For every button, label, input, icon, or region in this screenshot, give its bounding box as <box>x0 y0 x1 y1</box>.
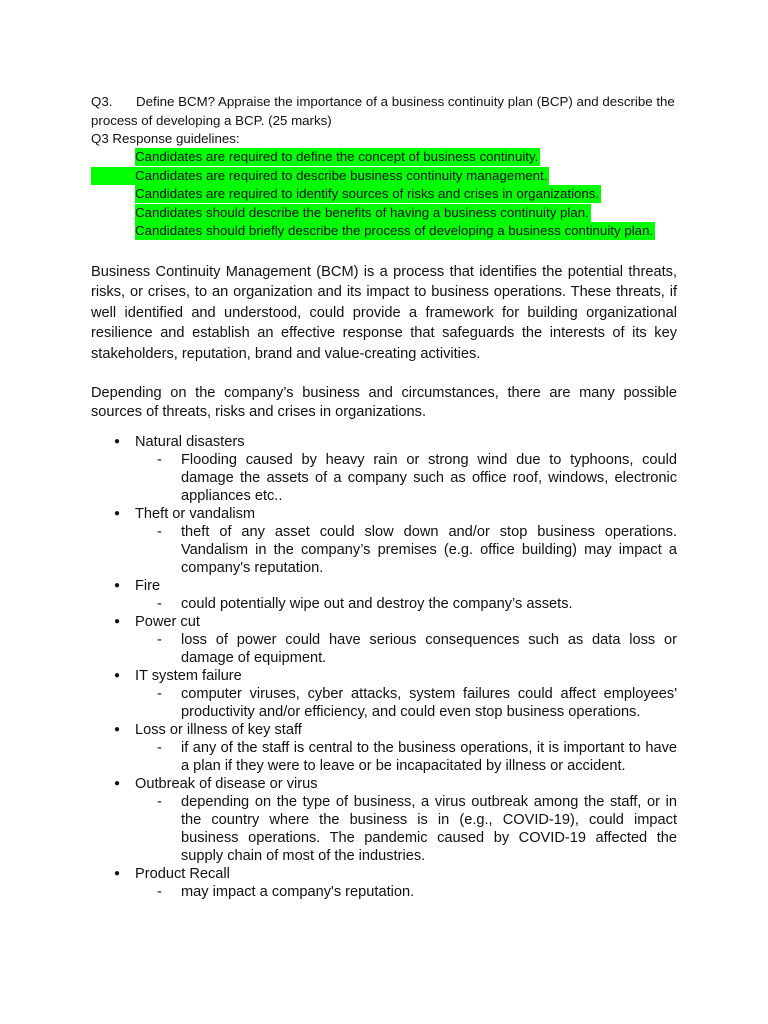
risk-title: Loss or illness of key staff <box>135 722 302 738</box>
dash-marker: - <box>157 686 162 702</box>
question-number: Q3. <box>91 94 113 109</box>
risk-description: loss of power could have serious consequences such as data loss or damage of equipment. <box>181 632 677 666</box>
question-heading <box>91 92 681 130</box>
risk-title: Theft or vandalism <box>135 506 256 522</box>
dash-marker: - <box>157 452 162 468</box>
bullet-icon: ● <box>114 724 121 735</box>
risk-item <box>0 433 768 505</box>
risk-description: Flooding caused by heavy rain or strong wind due to typhoons, could damage the assets of a company such as office roof, windows, electronic appliances etc.. <box>181 452 677 504</box>
bullet-icon: ● <box>114 670 121 681</box>
bullet-icon: ● <box>114 508 121 519</box>
bullet-icon: ● <box>114 778 121 789</box>
risk-title: Fire <box>135 578 161 594</box>
risk-item <box>0 577 768 613</box>
risk-item <box>0 721 768 775</box>
bcm-definition-paragraph: Business Continuity Management (BCM) is a process that identifies the potential threats, risks, or crises, to an organization and its impact to business operations. These threats, if well identified and understood, could provide a framework for building organizational resilience and establish an effective response that safeguards the interests of its key stakeholders, reputation, brand and value-creating activities. <box>91 264 677 362</box>
risk-item <box>0 667 768 721</box>
guideline-item <box>0 185 768 204</box>
guideline-text: Candidates are required to identify sources of risks and crises in organizations. <box>135 186 600 201</box>
risk-item <box>0 613 768 667</box>
dash-marker: - <box>157 794 162 810</box>
risk-description: depending on the type of business, a virus outbreak among the staff, or in the country where the business is in (e.g., COVID-19), could impact business operations. The pandemic caused by COVID-19 affected the supply chain of most of the industries. <box>181 794 677 864</box>
dash-marker: - <box>157 884 162 900</box>
bullet-icon: ● <box>114 436 121 447</box>
bullet-icon: ● <box>114 580 121 591</box>
bullet-icon: ● <box>114 868 121 879</box>
risk-title: Outbreak of disease or virus <box>135 776 318 792</box>
risk-item <box>0 505 768 577</box>
guideline-item <box>0 204 768 223</box>
risk-title: Natural disasters <box>135 434 245 450</box>
guideline-item <box>0 167 768 186</box>
risk-description: theft of any asset could slow down and/or stop business operations. Vandalism in the company’s premises (e.g. office building) may impact a company's reputation. <box>181 524 677 576</box>
dash-marker: - <box>157 740 162 756</box>
guideline-text: Candidates are required to describe business continuity management. <box>91 167 549 185</box>
guidelines-label: Q3 Response guidelines: <box>91 131 240 146</box>
risk-description: may impact a company's reputation. <box>181 884 415 900</box>
guideline-text: Candidates should briefly describe the process of developing a business continuity plan. <box>135 223 654 238</box>
risk-item <box>0 775 768 865</box>
dash-marker: - <box>157 596 162 612</box>
risk-title: IT system failure <box>135 668 242 684</box>
guidelines-list <box>0 148 768 241</box>
risk-description: could potentially wipe out and destroy the company’s assets. <box>181 596 573 612</box>
risk-title: Power cut <box>135 614 200 630</box>
bullet-icon: ● <box>114 616 121 627</box>
risk-sources-intro-paragraph: Depending on the company’s business and circumstances, there are many possible sources of threats, risks and crises in organizations. <box>91 385 677 420</box>
risk-description: computer viruses, cyber attacks, system failures could affect employees' productivity and/or efficiency, and could even stop business operations. <box>181 686 677 720</box>
guideline-text: Candidates are required to define the concept of business continuity. <box>135 149 539 164</box>
guideline-item <box>0 222 768 241</box>
risk-description: if any of the staff is central to the business operations, it is important to have a plan if they were to leave or be incapacitated by illness or accident. <box>181 740 677 774</box>
guideline-text: Candidates should describe the benefits of having a business continuity plan. <box>135 204 589 220</box>
question-text: Define BCM? Appraise the importance of a business continuity plan (BCP) and describe the process of developing a BCP. (25 marks) <box>91 94 675 128</box>
risk-item <box>0 865 768 901</box>
risk-title: Product Recall <box>135 866 230 882</box>
guideline-item <box>0 148 768 167</box>
dash-marker: - <box>157 632 162 648</box>
risk-sources-list <box>0 433 768 901</box>
dash-marker: - <box>157 524 162 540</box>
